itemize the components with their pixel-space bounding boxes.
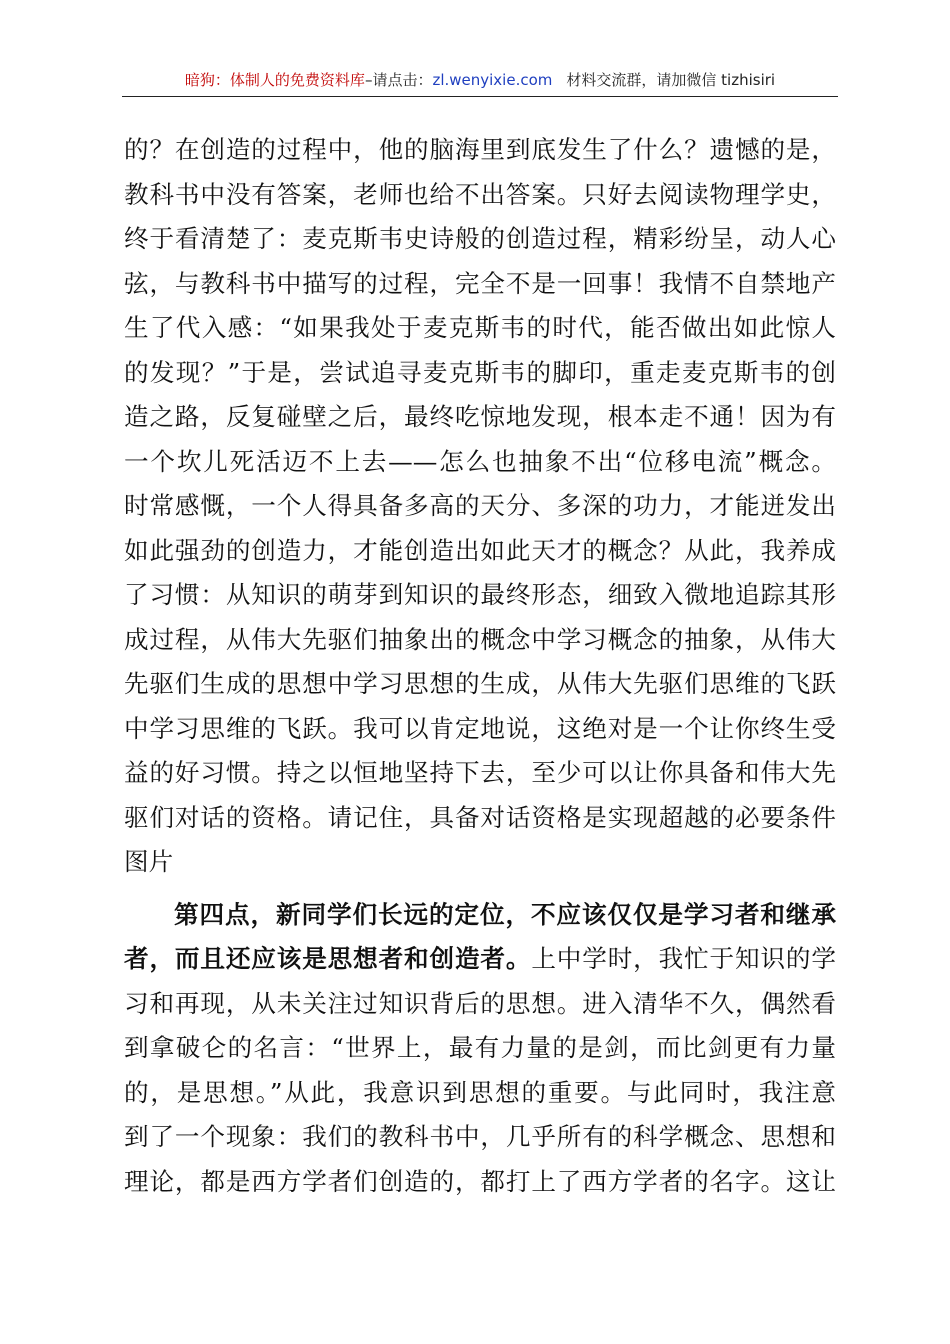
text-line: 终于看清楚了：麦克斯韦史诗般的创造过程，精彩纷呈，动人心 (124, 224, 836, 253)
text-line-image-caption: 图片 (124, 847, 174, 876)
document-body (124, 128, 836, 1204)
text-line: 到了一个现象：我们的教科书中，几乎所有的科学概念、思想和 (124, 1122, 836, 1151)
text-line: 的？在创造的过程中，他的脑海里到底发生了什么？遗憾的是， (124, 135, 836, 164)
text-line: 成过程，从伟大先驱们抽象出的概念中学习概念的抽象，从伟大 (124, 624, 836, 654)
text-line: 的，是思想。”从此，我意识到思想的重要。与此同时，我注意 (124, 1077, 836, 1107)
text-line: 一个坎儿死活迈不上去——怎么也抽象不出“位移电流”概念。 (124, 446, 836, 476)
text-line: 生了代入感：“如果我处于麦克斯韦的时代，能否做出如此惊人 (124, 313, 836, 342)
text-line: 驱们对话的资格。请记住，具备对话资格是实现超越的必要条件 (124, 802, 836, 832)
text-line: 理论，都是西方学者们创造的，都打上了西方学者的名字。这让 (124, 1166, 836, 1196)
header-url-link[interactable]: zl.wenyixie.com (432, 71, 553, 89)
text-line: 教科书中没有答案，老师也给不出答案。只好去阅读物理学史， (124, 179, 836, 209)
header-brand: 暗狗：体制人的免费资料库 (184, 71, 365, 89)
text-line: 造之路，反复碰壁之后，最终吃惊地发现，根本走不通！因为有 (124, 402, 836, 431)
text-line (124, 937, 836, 982)
text-line: 弦，与教科书中描写的过程，完全不是一回事！我情不自禁地产 (124, 268, 836, 298)
text-line: 益的好习惯。持之以恒地坚持下去，至少可以让你具备和伟大先 (124, 758, 836, 787)
text-line: 先驱们生成的思想中学习思想的生成，从伟大先驱们思维的飞跃 (124, 669, 836, 698)
header-group-info: 材料交流群，请加微信 tizhisiri (566, 71, 776, 89)
text-line: 习和再现，从未关注过知识背后的思想。进入清华不久，偶然看 (124, 988, 836, 1018)
section-heading-line: 第四点，新同学们长远的定位，不应该仅仅是学习者和继承 (174, 899, 836, 929)
header-prompt: –请点击： (364, 71, 433, 89)
text-line: 时常感慨，一个人得具备多高的天分、多深的功力，才能迸发出 (124, 491, 836, 520)
text-line: 如此强劲的创造力，才能创造出如此天才的概念？从此，我养成 (124, 535, 836, 565)
text-line: 中学习思维的飞跃。我可以肯定地说，这绝对是一个让你终生受 (124, 713, 836, 743)
section-heading-end: 者，而且还应该是思想者和创造者。 (124, 944, 532, 973)
text-fragment: 上中学时，我忙于知识的学 (531, 944, 836, 973)
page-header (122, 70, 838, 97)
text-line: 的发现？”于是，尝试追寻麦克斯韦的脚印，重走麦克斯韦的创 (124, 357, 836, 387)
text-line: 到拿破仑的名言：“世界上，最有力量的是剑，而比剑更有力量 (124, 1033, 836, 1062)
text-line: 了习惯：从知识的萌芽到知识的最终形态，细致入微地追踪其形 (124, 580, 836, 609)
